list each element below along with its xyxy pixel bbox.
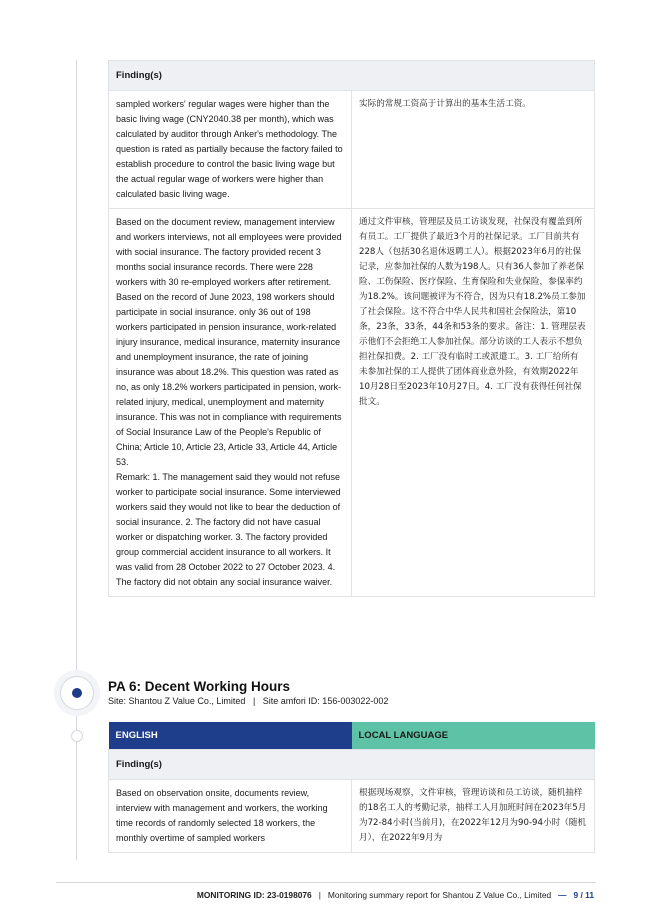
table-row xyxy=(109,209,595,597)
page-footer xyxy=(0,890,594,900)
section-subtitle xyxy=(108,696,388,706)
english-column-header: ENGLISH xyxy=(109,722,352,750)
finding-header-row xyxy=(109,61,595,91)
site-name: Site: Shantou Z Value Co., Limited xyxy=(108,696,246,706)
english-finding-text: Based on the document review, management interview and workers interviews, not all employees were provided with social insurance. The factory provided recent 3 months social insurance records. There were 228 workers with 30 re-employed workers after retirement. Based on the record of June 2023, 198 workers should participate in social insurance. only 36 out of 198 workers participated in pension insurance, work-related injury insurance, medical insurance, maternity insurance and unemployment insurance, the rate of joining insurance was about 18.2%. This question was rated as no, as only 18.2% workers participated in pension, work-related injury, medical, unemployment and maternity insurance. This was not in compliance with requirements of Social Insurance Law of the People's Republic of China; Article 10, Article 23, Article 33, Article 44, Article 53. xyxy=(116,217,342,467)
findings-table-pa5 xyxy=(108,60,595,597)
finding-header: Finding(s) xyxy=(109,61,595,91)
english-remark-text: Remark: 1. The management said they would not refuse worker to participate social insurance. Some interviewed workers said they would not like to bear the deduction of social insurance. 2. The factory did not have casual worker or dispatching worker. 3. The factory provided group commercial accident insurance to all workers. It was valid from 28 October 2022 to 27 October 2023. 4. The factory did not obtain any social insurance waiver. xyxy=(116,472,341,587)
table-row xyxy=(109,91,595,209)
local-language-cell: 通过文件审核，管理层及员工访谈发现，社保没有覆盖到所有员工。工厂提供了最近3个月的社保记录。工厂目前共有228人（包括30名退休返聘工人）。根据2023年6月的社保记录，应参加社保的人数为198人。只有36人参加了养老保险、工伤保险、医疗保险、生育保险和失业保险，参保率约为18.2%。该问题被评为不符合，因为只有18.2%员工参加了社会保险。这不符合中华人民共和国社会保险法，第10条，23条，33条，44条和53条的要求。备注：1. 管理层表示他们不会拒绝工人参加社保。部分访谈的工人表示不想负担社保扣费。2. 工厂没有临时工或派遣工。3. 工厂给所有未参加社保的工人提供了团体商业意外险，有效期2022年10月28日至2023年10月27日。4. 工厂没有获得任何社保批文。 xyxy=(352,209,595,597)
finding-header: Finding(s) xyxy=(109,750,595,780)
footer-dash: — xyxy=(558,890,567,900)
subtitle-separator: | xyxy=(252,696,256,706)
site-id: Site amfori ID: 156-003022-002 xyxy=(262,696,389,706)
english-cell xyxy=(109,209,352,597)
local-language-cell: 实际的常规工资高于计算出的基本生活工资。 xyxy=(352,91,595,209)
monitoring-id: MONITORING ID: 23-0198076 xyxy=(196,890,312,900)
local-language-column-header: LOCAL LANGUAGE xyxy=(352,722,595,750)
section-marker-icon xyxy=(60,676,94,710)
table-row xyxy=(109,780,595,853)
footer-divider xyxy=(56,882,596,883)
footer-separator: | xyxy=(318,890,321,900)
section-title: PA 6: Decent Working Hours xyxy=(108,679,291,694)
timeline-node-icon xyxy=(71,730,83,742)
local-language-cell: 根据现场观察，文件审核，管理访谈和员工访谈，随机抽样的18名工人的考勤记录，抽样工人月加班时间在2023年5月为72-84小时(当前月)，在2022年12月为90-94小时（随机月），在2022年9月为 xyxy=(352,780,595,853)
english-cell: Based on observation onsite, documents review, interview with management and workers, the working time records of randomly selected 18 workers, the monthly overtime of sampled workers xyxy=(109,780,352,853)
finding-header-row xyxy=(109,750,595,780)
english-cell: sampled workers' regular wages were higher than the basic living wage (CNY2040.38 per month), which was calculated by auditor through Anker's methodology. The question is rated as partially because the factory failed to establish procedure to control the basic living wage but the actual regular wage of workers were higher than calculated basic living wage. xyxy=(109,91,352,209)
language-header-row xyxy=(109,722,595,750)
page-number: 9 / 11 xyxy=(573,890,594,900)
findings-table-pa6 xyxy=(108,722,595,853)
report-title: Monitoring summary report for Shantou Z Value Co., Limited xyxy=(327,890,552,900)
